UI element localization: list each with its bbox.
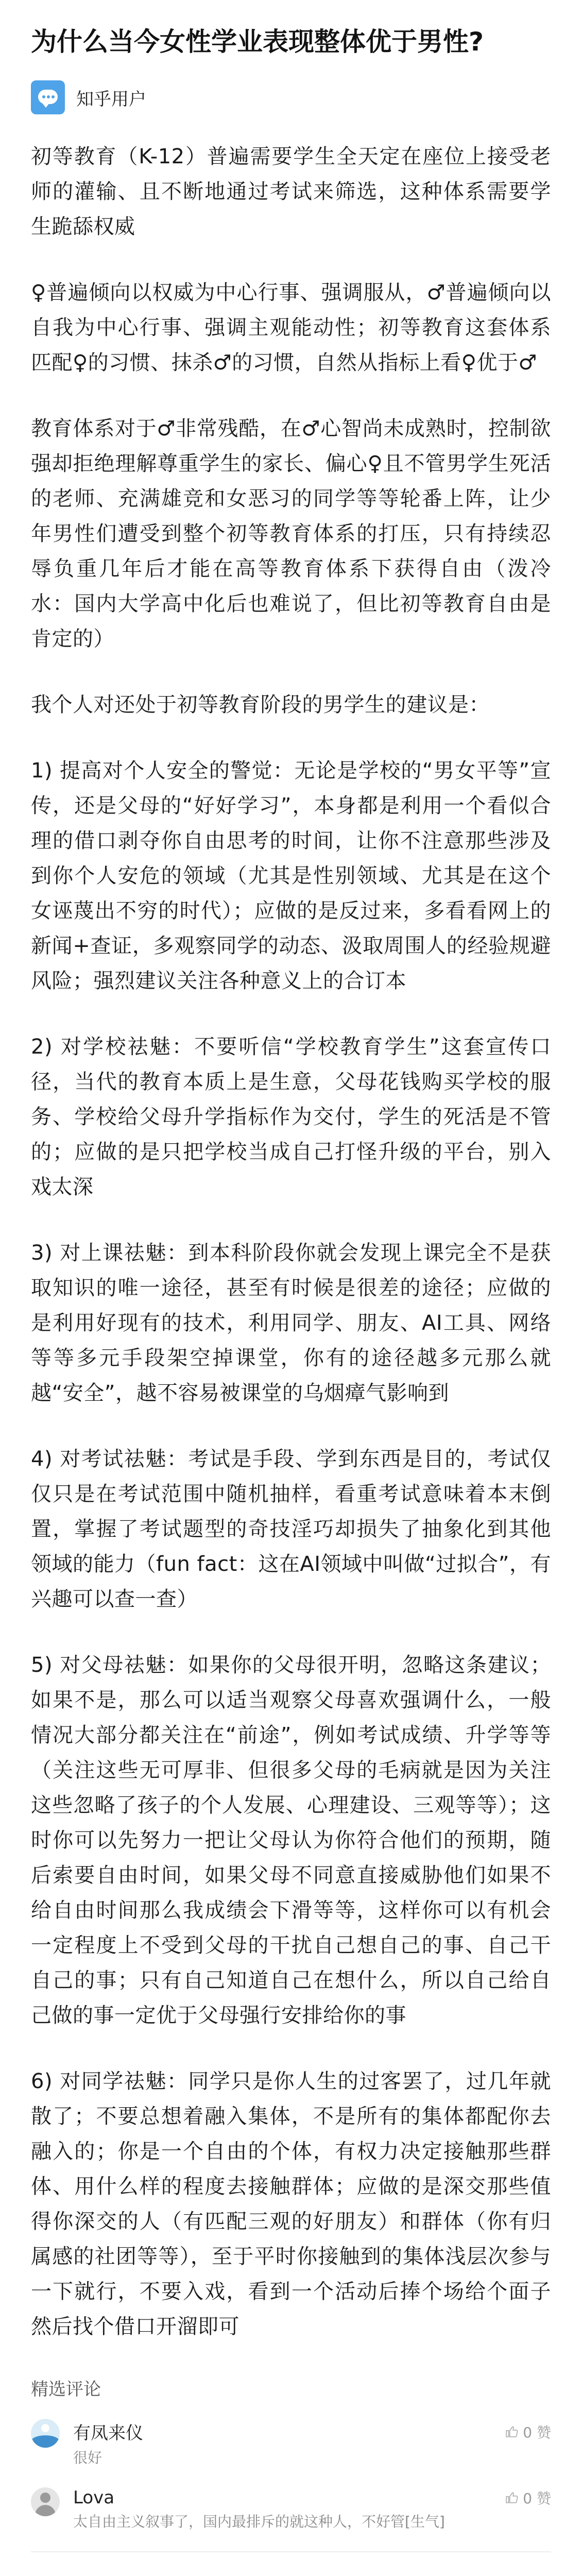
- like-button[interactable]: [505, 2421, 551, 2442]
- thumb-up-icon: [505, 2425, 519, 2438]
- comment-text: 太自由主义叙事了，国内最排斥的就这种人，不好管[生气]: [73, 2513, 445, 2530]
- featured-comments-header: 精选评论: [31, 2379, 101, 2400]
- divider: [31, 2551, 551, 2552]
- answer-paragraph: 6) 对同学祛魅：同学只是你人生的过客罢了，过几年就散了；不要总想着融入集体，不是所有的集体都配你去融入的；你是一个自由的个体，有权力决定接触那些群体、用什么样的程度去接触群体；应做的是深交那些值得你深交的人（有匹配三观的好朋友）和群体（你有归属感的社团等等），至于平时你接触到的集体浅层次参与一下就行，不要入戏，看到一个活动后捧个场给个面子然后找个借口开溜即可: [31, 2070, 551, 2338]
- author-row[interactable]: [31, 80, 551, 114]
- answer-paragraph: 2) 对学校祛魅：不要听信“学校教育学生”这套宣传口径，当代的教育本质上是生意，父母花钱购买学校的服务、学校给父母升学指标作为交付，学生的死活是不管的；应做的是只把学校当成自己打怪升级的平台，别入戏太深: [31, 1035, 551, 1199]
- commenter-name[interactable]: 有凤来仪: [73, 2423, 143, 2444]
- commenter-avatar[interactable]: [31, 2487, 60, 2516]
- share-footer: [31, 2569, 551, 2576]
- answer-paragraph: ♀普遍倾向以权威为中心行事、强调服从，♂普遍倾向以自我为中心行事、强调主观能动性；初等教育这套体系匹配♀的习惯、抹杀♂的习惯，自然从指标上看♀优于♂: [31, 281, 551, 375]
- commenter-avatar[interactable]: [31, 2419, 60, 2448]
- thumb-up-icon: [505, 2491, 519, 2504]
- comment-item[interactable]: [31, 2419, 551, 2469]
- like-button[interactable]: [505, 2487, 551, 2508]
- answer-paragraph: 1) 提高对个人安全的警觉：无论是学校的“男女平等”宣传，还是父母的“好好学习”，本身都是利用一个看似合理的借口剥夺你自由思考的时间，让你不注意那些涉及到你个人安危的领域（尤其是性别领域、尤其是在这个女诬蔑出不穷的时代）；应做的是反过来，多看看网上的新闻+查证，多观察同学的动态、汲取周围人的经验规避风险；强烈建议关注各种意义上的合订本: [31, 759, 551, 993]
- zhihu-avatar-icon: [31, 80, 65, 114]
- answer-paragraph: 教育体系对于♂非常残酷，在♂心智尚未成熟时，控制欲强却拒绝理解尊重学生的家长、偏心♀且不管男学生死活的老师、充满雄竞和女恶习的同学等等轮番上阵，让少年男性们遭受到整个初等教育体系的打压，只有持续忍辱负重几年后才能在高等教育体系下获得自由（泼冷水：国内大学高中化后也难说了，但比初等教育自由是肯定的）: [31, 417, 551, 651]
- answer-paragraph: 初等教育（K-12）普遍需要学生全天定在座位上接受老师的灌输、且不断地通过考试来筛选，这种体系需要学生跪舔权威: [31, 145, 551, 239]
- answer-paragraph: 4) 对考试祛魅：考试是手段、学到东西是目的，考试仅仅只是在考试范围中随机抽样，看重考试意味着本末倒置，掌握了考试题型的奇技淫巧却损失了抽象化到其他领域的能力（fun fact：这在AI领域中叫做“过拟合”，有兴趣可以查一查）: [31, 1447, 551, 1611]
- like-count: 0 赞: [523, 2424, 551, 2441]
- question-title: 为什么当今女性学业表现整体优于男性?: [31, 27, 484, 57]
- answer-paragraph: 我个人对还处于初等教育阶段的男学生的建议是：: [31, 693, 490, 717]
- answer-paragraph: 5) 对父母祛魅：如果你的父母很开明，忽略这条建议；如果不是，那么可以适当观察父母喜欢强调什么，一般情况大部分都关注在“前途”，例如考试成绩、升学等等（关注这些无可厚非、但很多父母的毛病就是因为关注这些忽略了孩子的个人发展、心理建设、三观等等）；这时你可以先努力一把让父母认为你符合他们的预期，随后索要自由时间，如果父母不同意直接威胁他们如果不给自由时间那么我成绩会下滑等等，这样你可以有机会一定程度上不受到父母的干扰自己想自己的事、自己干自己的事；只有自己知道自己在想什么，所以自己给自己做的事一定优于父母强行安排给你的事: [31, 1653, 551, 2027]
- commenter-name[interactable]: Lova: [73, 2487, 115, 2508]
- author-name[interactable]: 知乎用户: [76, 89, 146, 110]
- comment-item[interactable]: [31, 2487, 551, 2533]
- comment-text: 很好: [73, 2449, 102, 2466]
- answer-body: [31, 139, 551, 2344]
- answer-paragraph: 3) 对上课祛魅：到本科阶段你就会发现上课完全不是获取知识的唯一途径，甚至有时候是很差的途径；应做的是利用好现有的技术，利用同学、朋友、AI工具、网络等等多元手段架空掉课堂，你有的途径越多元那么就越“安全”，越不容易被课堂的乌烟瘴气影响到: [31, 1241, 551, 1405]
- like-count: 0 赞: [523, 2490, 551, 2507]
